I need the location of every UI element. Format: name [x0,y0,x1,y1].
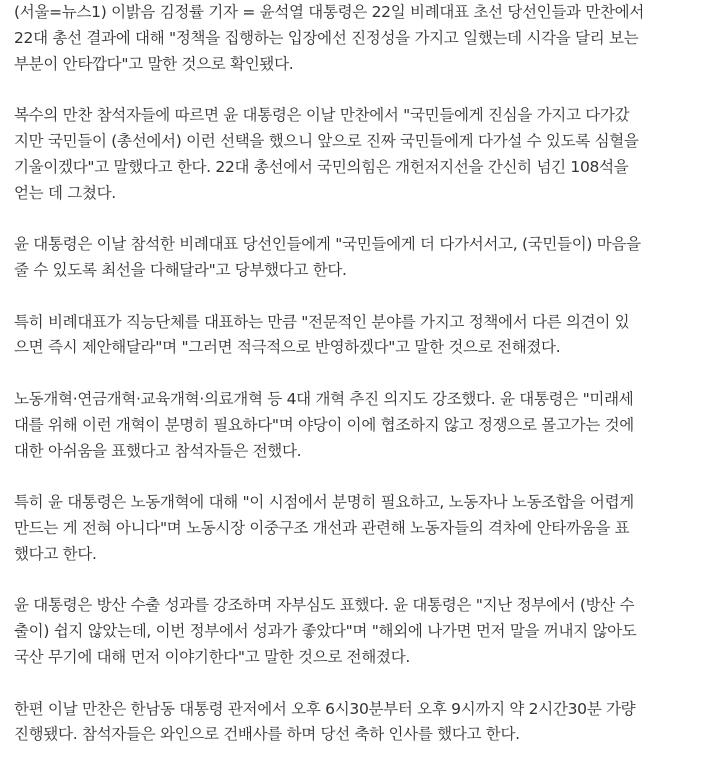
text-line: 윤 대통령은 방산 수출 성과를 강조하며 자부심도 표했다. 윤 대통령은 "지난 정부에서 (방산 수 [14,596,635,615]
paragraph-6 [14,490,714,567]
text-line: 기울이겠다"고 말했다고 한다. 22대 총선에서 국민의힘은 개헌저지선을 간신히 넘긴 108석을 [14,157,629,176]
text-line: 특히 비례대표가 직능단체를 대표하는 만큼 "전문적인 분야를 가지고 정책에서 다른 의견이 있 [14,312,630,331]
text-line: 했다고 한다. [14,544,97,563]
text-line: 진행됐다. 참석자들은 와인으로 건배사를 하며 당선 축하 인사를 했다고 한다. [14,725,520,744]
paragraph-2 [14,103,714,206]
text-line: 지만 국민들이 (총선에서) 이런 선택을 했으니 앞으로 진짜 국민들에게 다가설 수 있도록 심혈을 [14,131,639,150]
paragraph-4 [14,310,714,362]
article-body [14,0,714,774]
text-line: 만드는 게 전혀 아니다"며 노동시장 이중구조 개선과 관련해 노동자들의 격차에 안타까움을 표 [14,518,630,537]
text-line: 노동개혁·연금개혁·교육개혁·의료개혁 등 4대 개혁 추진 의지도 강조했다. 윤 대통령은 "미래세 [14,389,634,408]
text-line: 줄 수 있도록 최선을 다해달라"고 당부했다고 한다. [14,260,347,279]
text-line: 국산 무기에 대해 먼저 이야기한다"고 말한 것으로 전해졌다. [14,647,410,666]
paragraph-7 [14,593,714,670]
text-line: 으면 즉시 제안해달라"며 "그러면 적극적으로 반영하겠다"고 말한 것으로 전해졌다. [14,338,561,357]
text-line: (서울=뉴스1) 이밝음 김정률 기자 = 윤석열 대통령은 22일 비례대표 초선 당선인들과 만찬에서 [14,3,645,21]
paragraph-8 [14,697,714,749]
paragraph-3 [14,232,714,284]
text-line: 출이) 쉽지 않았는데, 이번 정부에서 성과가 좋았다"며 "해외에 나가면 먼저 말을 꺼내지 않아도 [14,622,637,641]
text-line: 얻는 데 그쳤다. [14,183,116,202]
text-line: 22대 총선 결과에 대해 "정책을 집행하는 입장에선 진정성을 가지고 일했는데 시각을 달리 보는 [14,28,639,47]
text-line: 한편 이날 만찬은 한남동 대통령 관저에서 오후 6시30분부터 오후 9시까지 약 2시간30분 가량 [14,699,636,718]
text-line: 복수의 만찬 참석자들에 따르면 윤 대통령은 이날 만찬에서 "국민들에게 진심을 가지고 다가갔 [14,106,630,125]
paragraph-1 [14,0,714,77]
text-line: 특히 윤 대통령은 노동개혁에 대해 "이 시점에서 분명히 필요하고, 노동자나 노동조합을 어렵게 [14,493,634,512]
paragraph-5 [14,387,714,464]
text-line: 대한 아쉬움을 표했다고 참석자들은 전했다. [14,441,302,460]
text-line: 대를 위해 이런 개혁이 분명히 필요하다"며 야당이 이에 협조하지 않고 정쟁으로 몰고가는 것에 [14,415,634,434]
text-line: 윤 대통령은 이날 참석한 비례대표 당선인들에게 "국민들에게 더 다가서서고, (국민들이) 마음을 [14,235,641,254]
text-line: 부분이 안타깝다"고 말한 것으로 확인됐다. [14,54,294,73]
